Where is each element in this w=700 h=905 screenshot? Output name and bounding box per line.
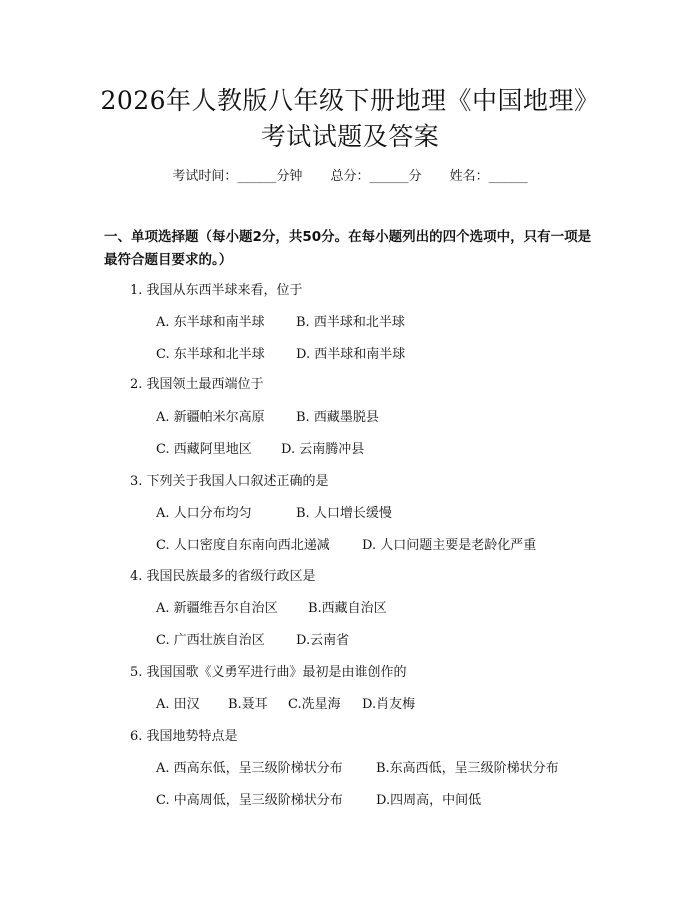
- option-6d: D.四周高，中间低: [376, 793, 482, 808]
- exam-title-line-2: 考试试题及答案: [260, 122, 440, 151]
- question-3-options-row-1: [156, 505, 392, 523]
- option-5c: C.冼星海: [288, 697, 341, 712]
- question-3-options-row-2: [156, 537, 536, 555]
- option-4c: C. 广西壮族自治区: [156, 633, 265, 648]
- option-4b: B.西藏自治区: [308, 601, 387, 616]
- question-6-options-row-1: [156, 760, 559, 778]
- question-stem-5: 5. 我国国歌《义勇军进行曲》最初是由谁创作的: [130, 665, 407, 680]
- student-name-field: 姓名：______: [449, 169, 528, 184]
- question-stem-1: 1. 我国从东西半球来看，位于: [130, 283, 303, 298]
- question-6-options-row-2: [156, 792, 481, 810]
- question-1-options-row-2: [156, 346, 405, 364]
- exam-meta: [0, 168, 700, 186]
- option-4d: D.云南省: [296, 633, 350, 648]
- section-heading: 一、单项选择题（每小题2分，共50分。在每小题列出的四个选项中，只有一项是最符合题目要求的。）: [104, 229, 592, 268]
- option-6c: C. 中高周低，呈三级阶梯状分布: [156, 793, 343, 808]
- question-stem-2: 2. 我国领土最西端位于: [130, 377, 264, 392]
- option-2a: A. 新疆帕米尔高原: [156, 410, 265, 425]
- option-3b: B. 人口增长缓慢: [296, 506, 392, 521]
- option-3d: D. 人口问题主要是老龄化严重: [362, 538, 537, 553]
- option-5d: D.肖友梅: [362, 697, 416, 712]
- option-6a: A. 西高东低，呈三级阶梯状分布: [156, 761, 343, 776]
- option-3a: A. 人口分布均匀: [156, 506, 252, 521]
- exam-title-line-1: 2026年人教版八年级下册地理《中国地理》: [100, 86, 600, 115]
- question-4-options-row-1: [156, 600, 387, 618]
- question-2-options-row-1: [156, 409, 379, 427]
- option-1d: D. 西半球和南半球: [296, 347, 406, 362]
- question-5-options-row-1: [156, 696, 415, 714]
- option-1a: A. 东半球和南半球: [156, 315, 265, 330]
- option-6b: B.东高西低，呈三级阶梯状分布: [376, 761, 559, 776]
- option-1c: C. 东半球和北半球: [156, 347, 265, 362]
- option-2b: B. 西藏墨脱县: [296, 410, 379, 425]
- question-stem-6: 6. 我国地势特点是: [130, 729, 238, 744]
- option-1b: B. 西半球和北半球: [296, 315, 405, 330]
- option-2c: C. 西藏阿里地区: [156, 442, 252, 457]
- question-1-options-row-1: [156, 314, 405, 332]
- question-stem-4: 4. 我国民族最多的省级行政区是: [130, 569, 316, 584]
- total-score-field: 总分：______分: [330, 169, 422, 184]
- option-5b: B.聂耳: [228, 697, 268, 712]
- option-3c: C. 人口密度自东南向西北递减: [156, 538, 330, 553]
- exam-time-field: 考试时间：______分钟: [172, 169, 303, 184]
- option-5a: A. 田汉: [156, 697, 200, 712]
- question-4-options-row-2: [156, 632, 349, 650]
- question-2-options-row-2: [156, 441, 364, 459]
- question-stem-3: 3. 下列关于我国人口叙述正确的是: [130, 474, 329, 489]
- option-2d: D. 云南腾冲县: [281, 442, 365, 457]
- option-4a: A. 新疆维吾尔自治区: [156, 601, 278, 616]
